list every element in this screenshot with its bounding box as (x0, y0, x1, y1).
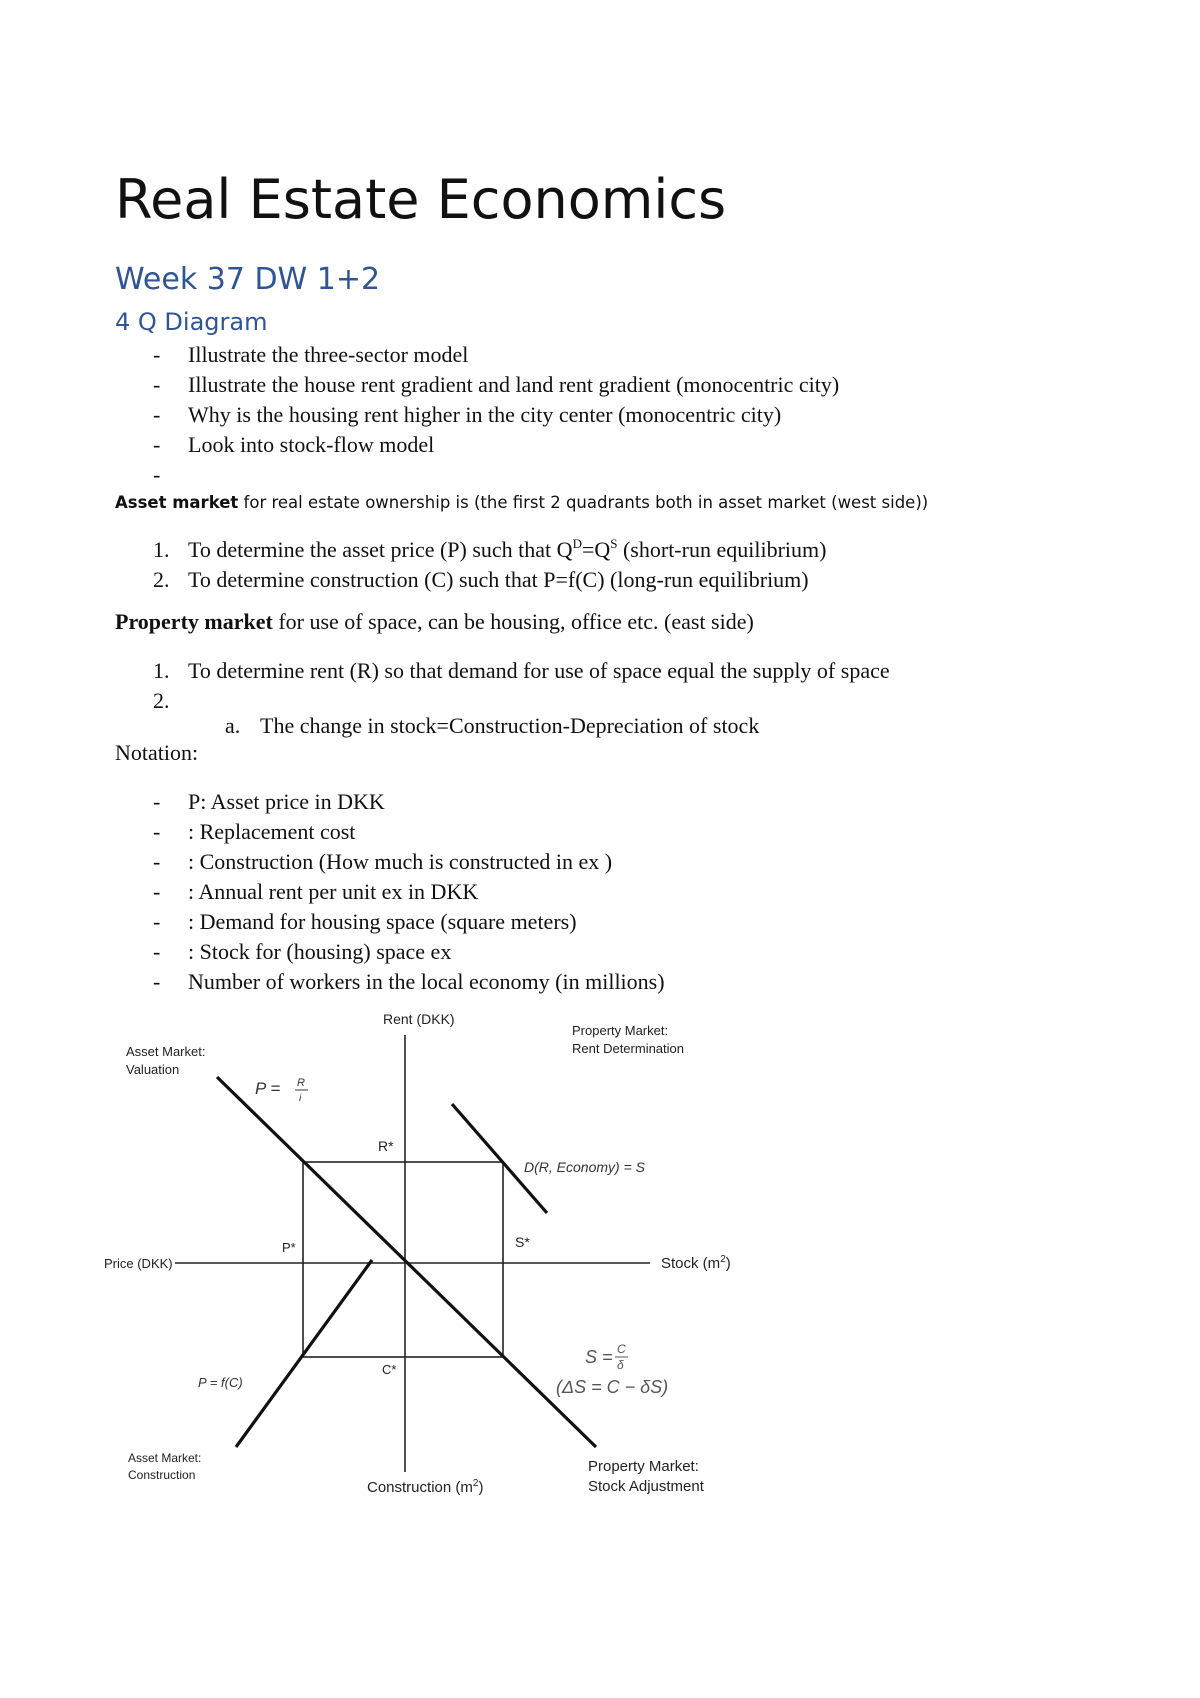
document-page: Real Estate Economics Week 37 DW 1+2 4 Q Diagram - Illustrate the three-sector model - Illustrate the house rent gradient and land rent gradient (monocentric city) - Why is the housing rent higher in the city center (monocentric city) - Look into stock-flow model - Asset market for real estate ownership is (the first 2 quadrants both in asset market (west side)) 1. To determine the asset price (P) such that $Q^D=Q^S$ (short-run equilibrium) 2. To determine construction (C) such that P=f(C) (long-run equilibrium) Property market for use of space, can be housing, office etc. (east side) 1. To determine rent (R) so that demand for use of space equal the supply of space 2. a. The change in stock=Construction-Depreciation of stock Notation: - P: Asset price in DKK - : Replacement cost - : Construction (How much is constructed in ex ) - : Annual rent per unit ex in DKK - : Demand for housing space (square meters) - : Stock for (housing) space ex - Number of workers in the local economy (in millions) Rent (DKK) Price (DKK) Stock $(m^2)$ Construction $(m^2)$ Asset Market: Valuation Property Market: Rent Determination Asset Market: Construction Property Market: Stock Adjustment P = R i D(R, Economy) = S P = f(C) S = C δ (ΔS = C − δS) R* P* S* C* (0, 0, 1200, 1698)
rent-axis-label: Rent (DKK) (383, 1011, 455, 1027)
list-item: - : Construction (How much is constructed in ex ) (153, 849, 613, 874)
section-heading: 4 Q Diagram (115, 308, 268, 336)
price-equation-denominator: i (299, 1093, 302, 1104)
construction-axis-label: Construction $(m^2)$ (367, 1478, 484, 1496)
price-axis-label: Price (DKK) (104, 1256, 173, 1271)
stock-flow-equation: (ΔS = C − δS) (556, 1377, 669, 1397)
stock-equation-numerator: C (617, 1342, 626, 1356)
list-item: - P: Asset price in DKK (153, 789, 385, 814)
list-item: - : Replacement cost (153, 819, 356, 844)
s-star-label: S* (515, 1234, 530, 1250)
list-item: - (153, 462, 161, 487)
stock-equation: S = (585, 1347, 613, 1367)
document-title: Real Estate Economics (115, 168, 727, 231)
quadrant-label: Asset Market: (126, 1044, 206, 1059)
construction-curve (236, 1260, 372, 1447)
list-item: - Illustrate the house rent gradient and land rent gradient (monocentric city) (153, 372, 840, 397)
list-item: 1. To determine the asset price (P) such that $Q^D=Q^S$ (short-run equilibrium) (153, 536, 827, 562)
list-item: 2. To determine construction (C) such that P=f(C) (long-run equilibrium) (153, 567, 809, 592)
stock-axis-label: Stock $(m^2)$ (661, 1254, 731, 1272)
list-item: - : Annual rent per unit ex in DKK (153, 879, 479, 904)
price-equation: P = (255, 1079, 281, 1098)
construction-equation: P = f(C) (198, 1375, 243, 1390)
property-market-paragraph: Property market for use of space, can be housing, office etc. (east side) (115, 609, 754, 634)
list-item: 1. To determine rent (R) so that demand for use of space equal the supply of space (153, 658, 890, 683)
list-item: - Look into stock-flow model (153, 432, 435, 457)
list-item: - Illustrate the three-sector model (153, 342, 469, 367)
list-item: - Number of workers in the local economy (in millions) (153, 969, 665, 994)
quadrant-label: Rent Determination (572, 1041, 684, 1056)
r-star-label: R* (378, 1138, 394, 1154)
quadrant-label: Construction (128, 1468, 196, 1482)
notation-label: Notation: (115, 740, 199, 765)
list-item: - : Stock for (housing) space ex (153, 939, 452, 964)
list-item: - : Demand for housing space (square meters) (153, 909, 577, 934)
quadrant-label: Property Market: (588, 1458, 699, 1475)
quadrant-label: Property Market: (572, 1023, 669, 1038)
quadrant-label: Stock Adjustment (588, 1478, 704, 1495)
quadrant-label: Valuation (126, 1062, 180, 1077)
asset-market-paragraph: Asset market for real estate ownership is (the first 2 quadrants both in asset market (west side)) (115, 493, 929, 512)
list-item: - Why is the housing rent higher in the city center (monocentric city) (153, 402, 782, 427)
valuation-line (217, 1077, 596, 1447)
demand-equation: D(R, Economy) = S (524, 1159, 645, 1175)
stock-equation-denominator: δ (617, 1358, 624, 1372)
c-star-label: C* (382, 1362, 397, 1377)
p-star-label: P* (282, 1240, 296, 1255)
price-equation-numerator: R (297, 1077, 305, 1089)
quadrant-label: Asset Market: (128, 1451, 202, 1465)
week-heading: Week 37 DW 1+2 (115, 262, 381, 297)
list-item: 2. (153, 688, 170, 713)
